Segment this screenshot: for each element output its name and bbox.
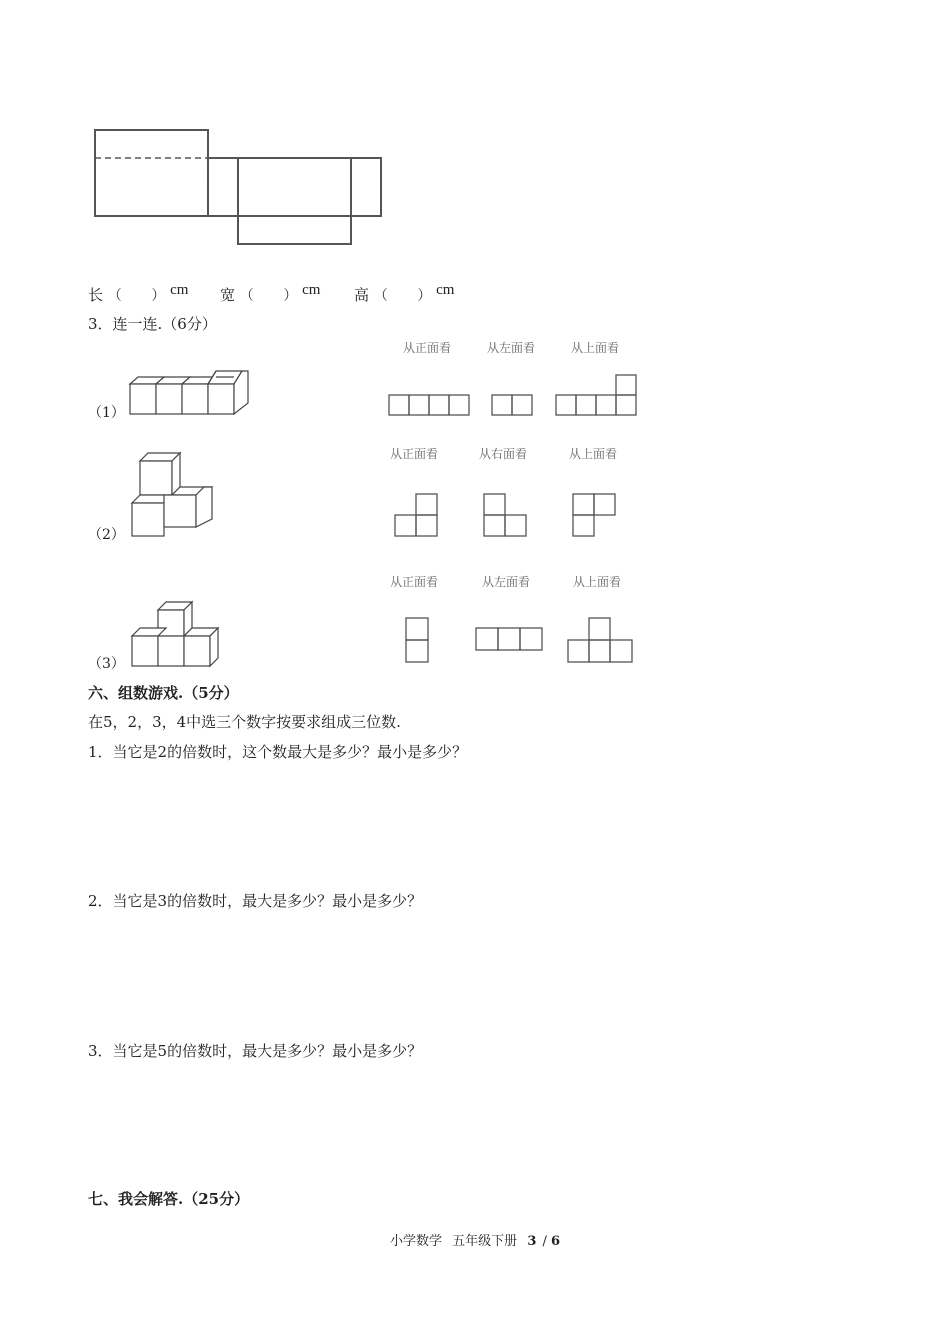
item-3-solid [128,600,228,670]
item-2-views [393,492,619,540]
footer-subject: 小学数学 [390,1234,443,1249]
item-1-view-front: 从正面看 [403,341,452,355]
box-net-diagram [90,126,390,250]
section-6-question-1: 1．当它是2的倍数时，这个数最大是多少？最小是多少？ [88,743,468,761]
height-unit: cm [436,282,455,298]
section-6-heading: 六、组数游戏.（5分） [88,684,239,702]
answer-area-2[interactable] [88,920,848,1030]
item-2-solid [128,452,218,538]
length-open-paren: （ [107,288,122,304]
width-answer [220,284,320,305]
length-answer [88,284,188,305]
section-6-question-3: 3．当它是5的倍数时，最大是多少？最小是多少？ [88,1042,423,1060]
length-label: 长 [88,286,104,304]
answer-area-3[interactable] [88,1070,848,1180]
item-2-label: （2） [88,527,125,543]
length-close-paren: ） [151,288,166,304]
item-1-view-left: 从左面看 [487,341,536,355]
item-2-view-right: 从右面看 [479,447,528,461]
footer-page-number: 3 [527,1234,537,1249]
item-1-solid [128,370,253,416]
item-1-label: （1） [88,405,125,421]
item-2-view-top: 从上面看 [569,447,618,461]
item-1-view-top: 从上面看 [571,341,620,355]
item-3-view-left: 从左面看 [482,575,531,589]
width-open-paren: （ [239,288,254,304]
footer-grade: 五年级下册 [452,1234,518,1249]
section-7-heading: 七、我会解答.（25分） [88,1190,250,1208]
height-open-paren: （ [373,288,388,304]
item-3-view-front: 从正面看 [390,575,439,589]
item-1-views [388,374,640,416]
height-label: 高 [354,286,370,304]
length-unit: cm [170,282,189,298]
footer-separator: / [542,1234,547,1249]
section-6-intro: 在5，2，3，4中选三个数字按要求组成三位数. [88,713,401,731]
width-label: 宽 [220,286,236,304]
page-footer [390,1230,560,1249]
answer-area-1[interactable] [88,770,848,880]
item-3-views [404,616,638,666]
item-3-label: （3） [88,656,125,672]
footer-total-pages: 6 [551,1234,561,1249]
item-3-view-top: 从上面看 [573,575,622,589]
q3-title: 3．连一连.（6分） [88,315,217,333]
width-close-paren: ） [283,288,298,304]
height-close-paren: ） [417,288,432,304]
item-2-view-front: 从正面看 [390,447,439,461]
height-answer [354,284,454,305]
section-6-question-2: 2．当它是3的倍数时，最大是多少？最小是多少？ [88,892,423,910]
width-unit: cm [302,282,321,298]
